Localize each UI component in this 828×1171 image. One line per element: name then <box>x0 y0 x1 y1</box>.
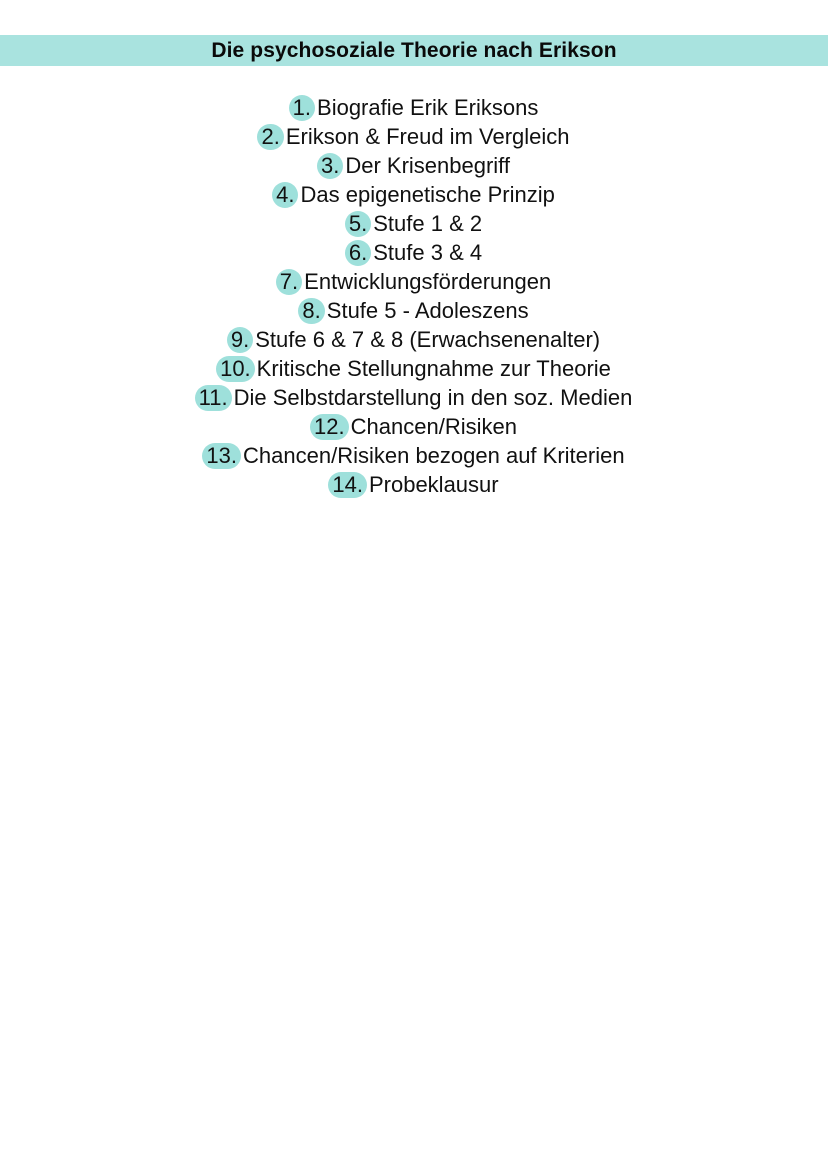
toc-label: Stufe 6 & 7 & 8 (Erwachsenenalter) <box>255 327 601 352</box>
toc-number: 5. <box>346 212 370 236</box>
toc-label: Das epigenetische Prinzip <box>300 182 555 207</box>
toc-item-1 <box>0 93 828 122</box>
toc-label: Stufe 3 & 4 <box>373 240 483 265</box>
toc-number: 4. <box>273 183 297 207</box>
toc-label: Der Krisenbegriff <box>345 153 511 178</box>
toc-number: 6. <box>346 241 370 265</box>
toc-item-10 <box>0 354 828 383</box>
toc-label: Biografie Erik Eriksons <box>317 95 539 120</box>
toc-label: Chancen/Risiken <box>350 414 517 439</box>
toc-number: 10. <box>217 357 254 381</box>
toc-number: 14. <box>329 473 366 497</box>
toc-label: Probeklausur <box>368 472 499 497</box>
toc-item-4 <box>0 180 828 209</box>
toc-item-6 <box>0 238 828 267</box>
toc-number: 2. <box>258 125 282 149</box>
toc-label: Chancen/Risiken bezogen auf Kriterien <box>243 443 625 468</box>
page-title: Die psychosoziale Theorie nach Erikson <box>211 38 617 62</box>
toc-item-11 <box>0 383 828 412</box>
toc-number: 12. <box>311 415 348 439</box>
toc-item-5 <box>0 209 828 238</box>
toc-number: 13. <box>203 444 240 468</box>
title-bar <box>0 35 828 66</box>
toc-item-3 <box>0 151 828 180</box>
toc-label: Die Selbstdarstellung in den soz. Medien <box>233 385 633 410</box>
toc-item-14 <box>0 470 828 499</box>
toc-number: 1. <box>290 96 314 120</box>
toc-number: 3. <box>318 154 342 178</box>
toc-number: 11. <box>196 386 231 410</box>
toc-label: Entwicklungsförderungen <box>304 269 552 294</box>
toc-number: 7. <box>277 270 301 294</box>
toc-item-9 <box>0 325 828 354</box>
toc-item-2 <box>0 122 828 151</box>
toc-label: Kritische Stellungnahme zur Theorie <box>256 356 611 381</box>
toc-label: Stufe 1 & 2 <box>373 211 483 236</box>
toc-item-8 <box>0 296 828 325</box>
toc-item-12 <box>0 412 828 441</box>
table-of-contents <box>0 93 828 499</box>
toc-item-7 <box>0 267 828 296</box>
toc-label: Stufe 5 - Adoleszens <box>326 298 529 323</box>
toc-item-13 <box>0 441 828 470</box>
toc-number: 8. <box>299 299 323 323</box>
toc-label: Erikson & Freud im Vergleich <box>285 124 570 149</box>
toc-number: 9. <box>228 328 252 352</box>
